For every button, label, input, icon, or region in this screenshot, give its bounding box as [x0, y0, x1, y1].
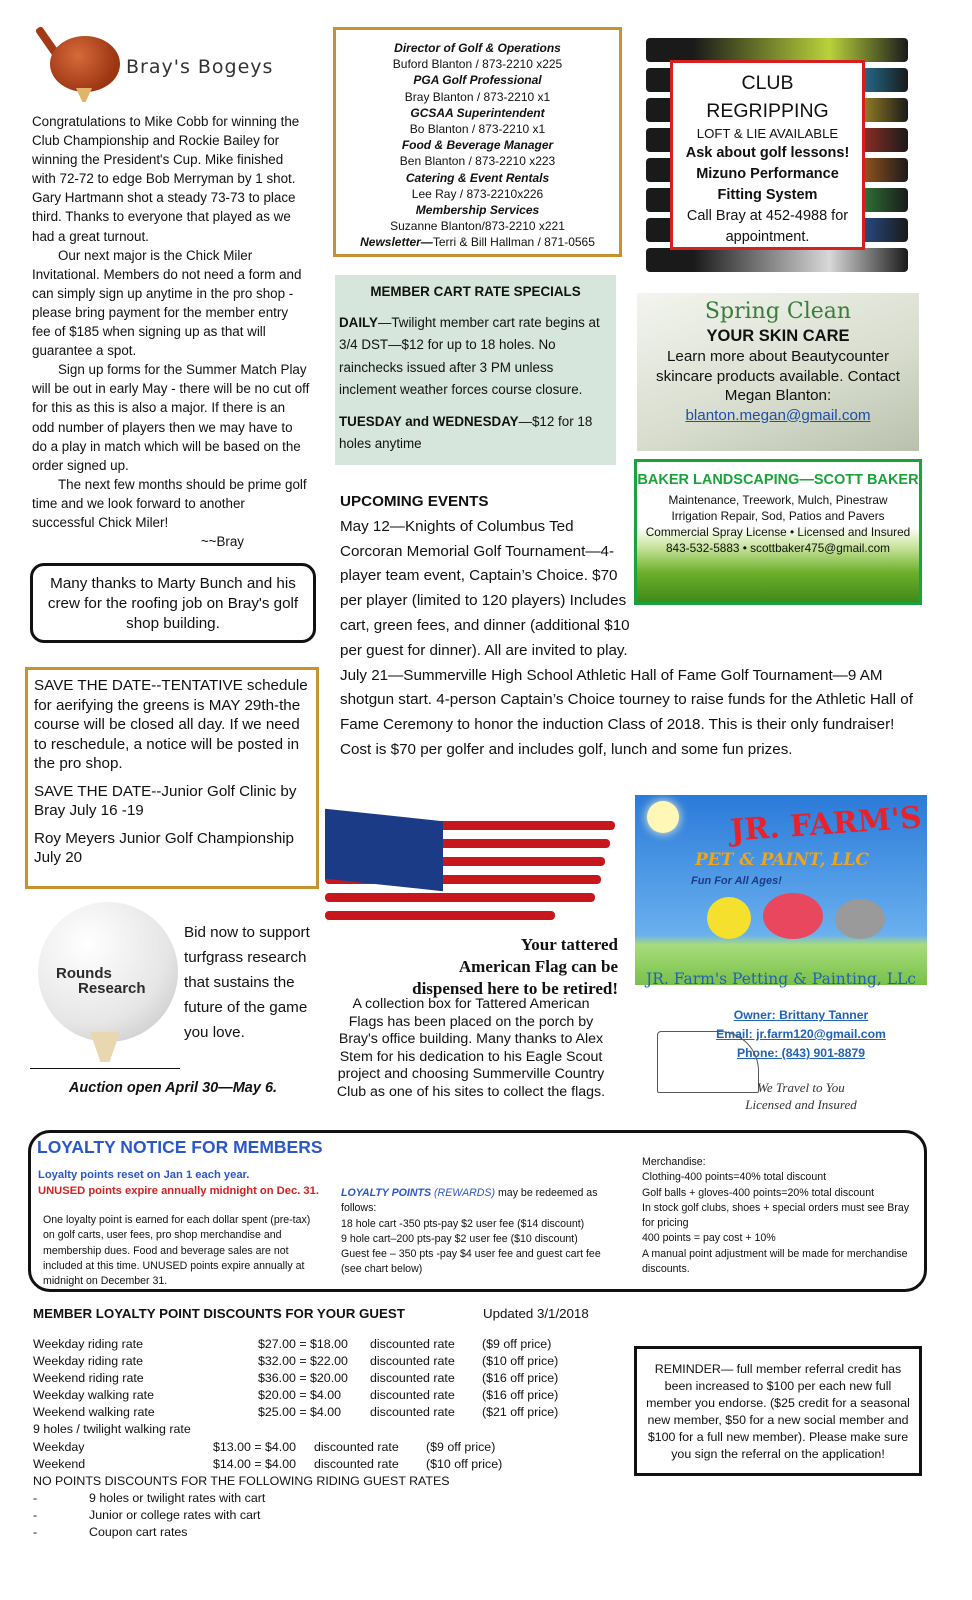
column-title: Bray's Bogeys [126, 56, 274, 78]
sun-icon [647, 801, 679, 833]
save-date-item: Roy Meyers Junior Golf Championship July 20 [34, 829, 294, 866]
landscape-line: Commercial Spray License • Licensed and Insured [645, 525, 911, 539]
merch-line: 400 points = pay cost + 10% [642, 1232, 776, 1245]
article-paragraph: Our next major is the Chick Miler Invitational. Members do not need a form and can simply sign up anytime in the pro shop - please bring payment for the member entry fee of $185 when signing up as that will guarantee a spot. [32, 247, 302, 359]
directory-newsletter: Newsletter—Terri & Bill Hallman / 871-0565 [360, 235, 595, 250]
landscape-line: Irrigation Repair, Sod, Patios and Pavers [671, 509, 885, 523]
flag-text: A collection box for Tattered American Flags has been placed on the porch by Bray's office building. Many thanks to Alex Stem for his dedication to his Eagle Scout project and choosing Summerville Country Club as one of his sites to collect the flags. [336, 996, 606, 1100]
table-row: Weekday riding rate $27.00 = $18.00 discounted rate ($9 off price) [33, 1337, 552, 1351]
loyalty-reset: Loyalty points reset on Jan 1 each year. [38, 1169, 250, 1181]
discounts-table [33, 1336, 633, 1541]
landscape-line: Maintenance, Treework, Mulch, Pinestraw [668, 493, 888, 507]
loyalty-notice [28, 1130, 927, 1292]
redemption-line: 18 hole cart -350 pts-pay $2 user fee ($14 discount) [341, 1217, 585, 1230]
spring-title: Spring Clean [704, 299, 852, 324]
event-item: July 21—Summerville High School Athletic Hall of Fame Golf Tournament—9 AM shotgun start. 4-person Captain’s Choice tourney to raise funds for the Athletic Hall of Fame Ceremony to honor the induction Class of 2018. This is their only fundraiser! Cost is $70 per golfer and includes golf, lunch and some fun prizes. [340, 666, 913, 758]
golf-ball-icon [50, 36, 120, 92]
golf-tee-icon [76, 88, 92, 102]
daily-rate: DAILY—Twilight member cart rate begins at 3/4 DST—$12 for up to 18 holes. No rainchecks issued after 3 PM unless inclement weather forces course closure. [339, 314, 600, 397]
referral-reminder: REMINDER— full member referral credit has been increased to $100 per each new full member you endorse. ($25 credit for a seasonal new member, $50 for a new social member and $100 for a full new member). Please make sure you sign the referral on the application! [634, 1346, 922, 1476]
directory-role: GCSAA Superintendent [410, 105, 545, 120]
farm-subtitle: PET & PAINT, LLC [695, 850, 869, 870]
tuewed-rate: TUESDAY and WEDNESDAY—$12 for 18 holes anytime [339, 413, 593, 451]
brays-bogeys-article [32, 112, 310, 551]
chick-icon [707, 897, 751, 939]
farm-contact: Owner: Brittany Tanner Email: jr.farm120@gmail.com Phone: (843) 901-8879 [716, 1008, 886, 1060]
directory-contact: Bray Blanton / 873-2210 x1 [404, 89, 551, 104]
loyalty-redemption: LOYALTY POINTS (REWARDS) may be redeemed as follows: 18 hole cart -350 pts-pay $2 user fee ($14 discount) 9 hole cart–200 pts-pay $2 user fee ($10 discount) Guest fee – 350 pts -pay $4 user fee and guest cart fee (see chart below) [341, 1186, 609, 1278]
regrip-line: CLUB [741, 72, 794, 94]
save-date-item: SAVE THE DATE--TENTATIVE schedule for aerifying the greens is MAY 29th-the course will be closed all day. If we need to reschedule, a notice will be posted in the pro shop. [34, 677, 308, 772]
list-item: - 9 holes or twilight rates with cart [33, 1490, 266, 1505]
article-paragraph: Congratulations to Mike Cobb for winning the Club Championship and Rockie Bailey for winning the President's Cup. Mike finished with 72-72 to edge Bob Merryman by 1 shot. Gary Hartmann shot a steady 73-73 to place third. Thanks to everyone that played as we had a great turnout. [32, 114, 300, 244]
table-row: Weekend $14.00 = $4.00 discounted rate ($10 off price) [33, 1456, 503, 1471]
loyalty-title: LOYALTY NOTICE FOR MEMBERS [37, 1137, 323, 1157]
landscape-line: 843-532-5883 • scottbaker475@gmail.com [666, 541, 890, 555]
article-paragraph: Sign up forms for the Summer Match Play will be out in early May - there will be no cut off for this as this is also a major. If there is an odd number of players then we may have to do a play in match which will be based on the order signed up. [32, 362, 310, 473]
farm-logo: JR. FARM'S [729, 800, 923, 849]
table-row: Weekday walking rate $20.00 = $4.00 discounted rate ($16 off price) [33, 1388, 559, 1403]
regrip-line: Mizuno Performance Fitting System [696, 166, 839, 203]
goat-icon [835, 899, 885, 939]
article-paragraph: The next few months should be prime golf time and we look forward to another successful Chick Miler! [32, 476, 307, 530]
table-subheader: 9 holes / twilight walking rate [33, 1422, 191, 1437]
directory-contact: Bo Blanton / 873-2210 x1 [409, 122, 546, 137]
flag-stripe [325, 893, 595, 902]
thanks-box: Many thanks to Marty Bunch and his crew for the roofing job on Bray's golf shop building. [30, 563, 316, 643]
cart-rate-specials [335, 275, 616, 465]
table-subheader: NO POINTS DISCOUNTS FOR THE FOLLOWING RIDING GUEST RATES [33, 1473, 450, 1488]
directory-contact: Buford Blanton / 873-2210 x225 [392, 57, 563, 72]
cart-rates-title: MEMBER CART RATE SPECIALS [370, 284, 581, 299]
table-row: Weekend walking rate $25.00 = $4.00 discounted rate ($21 off price) [33, 1405, 559, 1420]
discounts-updated: Updated 3/1/2018 [483, 1306, 589, 1321]
merch-line: A manual point adjustment will be made for merchandise discounts. [642, 1247, 908, 1276]
regrip-line: Ask about golf lessons! [685, 145, 850, 161]
table-row: Weekend riding rate $36.00 = $20.00 discounted rate ($16 off price) [33, 1371, 559, 1386]
rounds-research-image [30, 902, 180, 1062]
directory-contact: Suzanne Blanton/873-2210 x221 [390, 219, 565, 234]
redemption-line: Guest fee – 350 pts -pay $4 user fee and guest cart fee (see chart below) [341, 1248, 601, 1276]
farm-travel: We Travel to You Licensed and Insured [745, 1080, 857, 1112]
directory-role: Food & Beverage Manager [401, 138, 554, 153]
merch-line: In stock golf clubs, shoes + special orders must see Bray for pricing [642, 1201, 910, 1230]
list-item: - Coupon cart rates [33, 1525, 188, 1540]
discounts-title: MEMBER LOYALTY POINT DISCOUNTS FOR YOUR GUEST [33, 1306, 405, 1321]
directory-contact: Lee Ray / 873-2210x226 [411, 186, 544, 201]
divider [30, 1068, 180, 1069]
directory-contact: Ben Blanton / 873-2210 x223 [399, 154, 556, 169]
merch-line: Merchandise: [642, 1156, 706, 1168]
directory-role: PGA Golf Professional [413, 73, 542, 88]
golf-tee-icon [90, 1032, 120, 1062]
rounds-research-logo: Rounds Research [56, 965, 146, 997]
golf-grip [646, 248, 908, 272]
loyalty-unused: UNUSED points expire annually midnight on Dec. 31. [38, 1185, 319, 1197]
flag-stripe [325, 911, 555, 920]
american-flag-image [325, 815, 615, 940]
merch-line: Clothing-400 points=40% total discount [642, 1171, 827, 1184]
pig-icon [763, 893, 823, 939]
directory-role: Director of Golf & Operations [394, 41, 561, 55]
events-title: UPCOMING EVENTS [340, 493, 489, 510]
jr-farms-ad [635, 795, 927, 1113]
directory-role: Membership Services [415, 203, 540, 218]
regrip-line: REGRIPPING [706, 100, 829, 122]
merch-line: Golf balls + gloves-400 points=20% total discount [642, 1186, 875, 1199]
redemption-line: 9 hole cart–200 pts-pay $2 user fee ($10 discount) [341, 1232, 578, 1245]
flag-union [325, 809, 443, 891]
brays-bogeys-logo [30, 28, 310, 98]
article-signature: ~~Bray [200, 534, 244, 550]
loyalty-merchandise [642, 1155, 922, 1277]
golf-grip [646, 38, 908, 62]
regrip-line: Call Bray at 452-4988 for appointment. [686, 208, 849, 245]
regrip-line: LOFT & LIE AVAILABLE [696, 126, 839, 141]
table-row: Weekday $13.00 = $4.00 discounted rate ($9 off price) [33, 1439, 496, 1454]
spring-email-link[interactable]: blanton.megan@gmail.com [685, 406, 871, 424]
list-item: - Junior or college rates with cart [33, 1507, 261, 1522]
loyalty-earning-text: One loyalty point is earned for each dollar spent (pre-tax) on golf carts, user fees, pro shop merchandise and membership dues. Food and beverage sales are not included at this time. UNUSED points expire annually at midnight on December 31. [43, 1214, 311, 1288]
baker-landscaping-ad [634, 459, 922, 605]
club-regripping-ad [670, 60, 865, 250]
landscape-title: BAKER LANDSCAPING—SCOTT BAKER [637, 472, 919, 488]
table-row: Weekday riding rate $32.00 = $22.00 discounted rate ($10 off price) [33, 1354, 559, 1369]
farm-name: JR. Farm's Petting & Painting, LLc [646, 970, 916, 988]
save-date-item: SAVE THE DATE--Junior Golf Clinic by Bray July 16 -19 [34, 782, 297, 819]
directory-role: Catering & Event Rentals [405, 170, 550, 185]
spring-text: Learn more about Beautycounter skincare products available. Contact Megan Blanton: [656, 348, 900, 404]
spring-subtitle: YOUR SKIN CARE [706, 327, 850, 345]
save-the-date-box [25, 667, 319, 889]
spring-clean-ad [637, 293, 919, 451]
staff-directory [333, 27, 622, 257]
bid-text: Bid now to support turfgrass research that sustains the future of the game you love. [184, 924, 310, 1041]
event-item: May 12—Knights of Columbus Ted Corcoran Memorial Golf Tournament—4-player team event, Captain’s Choice. $70 per player (limited to 120 players) Includes cart, green fees, and dinner (additional $10 per guest for dinner). All are invited to play. [340, 517, 630, 659]
flag-headline: Your tattered American Flag can be dispensed here to be retired! [412, 935, 618, 998]
farm-tagline: Fun For All Ages! [691, 875, 782, 887]
auction-dates: Auction open April 30—May 6. [68, 1080, 278, 1096]
